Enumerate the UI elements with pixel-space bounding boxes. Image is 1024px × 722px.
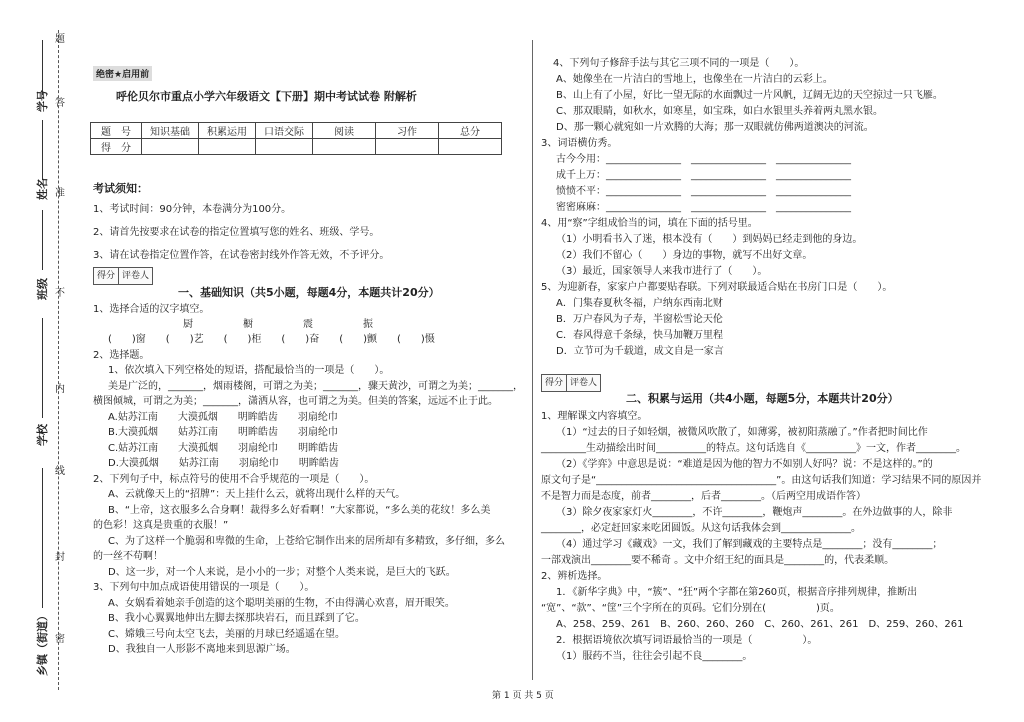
binding-dashed-line xyxy=(58,30,59,690)
option-line: B、我小心翼翼地伸出左脚去探那块岩石，而且踩到了它。 xyxy=(108,613,365,624)
question-line: 横图倾城，可谓之为美；_______，潇洒从容，也可谓之为美。但美的答案，远远不止于此。 xyxy=(93,396,498,407)
grader-box xyxy=(93,267,153,285)
score-header-cell: 习作 xyxy=(376,123,439,139)
question-line: 4、下列句子修辞手法与其它三项不同的一项是（ ）。 xyxy=(553,58,805,69)
score-header-cell: 积累运用 xyxy=(199,123,256,139)
fill-line: 密密麻麻：_______________ _______________ _______________ xyxy=(556,202,851,213)
secret-badge: 绝密★启用前 xyxy=(93,66,152,81)
question-line: 美是广泛的，_______，烟雨楼阁，可谓之为美；_______，骤天黄沙，可谓之为美；_______， xyxy=(108,381,523,392)
fill-line: 成千上万：_______________ _______________ _______________ xyxy=(556,170,851,181)
question-line: 2、下列句子中，标点符号的使用不合乎规范的一项是（ ）。 xyxy=(93,474,375,485)
margin-fold-char: 题 xyxy=(55,34,65,45)
question-line: ( )窗 ( )艺 ( )柜 ( )奋 ( )颤 ( )慑 xyxy=(108,334,435,345)
score-header-cell: 阅读 xyxy=(313,123,376,139)
score-header-cell: 总分 xyxy=(439,123,502,139)
question-line: 3、下列句中加点成语使用错误的一项是（ ）。 xyxy=(93,582,315,593)
option-line: A、云就像天上的“招牌”：天上挂什么云，就将出现什么样的天气。 xyxy=(108,489,406,500)
town-blank-line xyxy=(42,468,43,608)
margin-label-class: 班级 xyxy=(36,278,49,300)
option-line: A．门集春夏秋冬福，户纳东西南北财 xyxy=(556,298,723,309)
option-line: C．春风得意千条绿，快马加鞭万里程 xyxy=(556,330,723,341)
question-line: 一部戏演出________要不稀奇 。文中介绍王纪的面具是________的，代表柔顺。 xyxy=(541,555,895,566)
notice-item: 3、请在试卷指定位置作答，在试卷密封线外作答无效，不予评分。 xyxy=(93,250,390,261)
fill-line: 愤愤不平：_______________ _______________ _______________ xyxy=(556,186,851,197)
score-header-cell: 口语交际 xyxy=(256,123,313,139)
grader-box xyxy=(541,374,601,392)
question-line: 不是智力而是态度，前者________，后者________。（后两空用成语作答） xyxy=(541,491,866,502)
question-line: _________生动描绘出时间__________的特点。这句话选自《__________》一文，作者________。 xyxy=(541,443,966,454)
section2-title: 二、积累与运用（共4小题，每题5分，本题共计20分） xyxy=(626,392,899,405)
name-blank-line xyxy=(42,120,43,180)
option-line: D.大漠孤烟 姑苏江南 羽扇纶巾 明眸皓齿 xyxy=(108,458,339,469)
option-line: （3）最近，国家领导人来我市进行了（ ）。 xyxy=(556,266,768,277)
column-divider xyxy=(532,40,533,680)
option-line: D、我独自一人形影不离地来到思源广场。 xyxy=(108,644,296,655)
notice-item: 1、考试时间：90分钟，本卷满分为100分。 xyxy=(93,204,292,215)
option-line: 的色彩！这真是贵重的衣服！” xyxy=(93,520,229,531)
option-line: A、258、259、261 B、260、260、260 C、260、261、261 D、259、260、261 xyxy=(556,619,964,630)
score-input-cell[interactable] xyxy=(199,139,256,155)
question-line: 4、用“察”字组成恰当的词，填在下面的括号里。 xyxy=(541,218,758,229)
margin-fold-char: 不 xyxy=(55,288,65,299)
margin-fold-char: 线 xyxy=(55,466,65,477)
question-line: 2、选择题。 xyxy=(93,350,150,361)
question-line: （2）《学弈》中意思是说：“难道是因为他的智力不如别人好吗？说：不是这样的。”的 xyxy=(556,459,933,470)
question-line: 1．《新华字典》中，“簇”、“狂”两个字都在第260页，根据音序排列规律，推断出 xyxy=(556,587,918,598)
option-line: B.大漠孤烟 姑苏江南 明眸皓齿 羽扇纶巾 xyxy=(108,427,339,438)
question-line: 2、辨析选择。 xyxy=(541,571,608,582)
score-header-cell: 题 号 xyxy=(91,123,142,139)
question-line: （1）服药不当，往往会引起不良________。 xyxy=(556,651,753,662)
score-input-cell[interactable] xyxy=(256,139,313,155)
fill-line: 古今今用：_______________ _______________ _______________ xyxy=(556,154,851,165)
question-line: 原文句子是“____________________________________”。由这句话我们知道：学习结果不同的原因并 xyxy=(541,475,982,486)
question-line: （4）通过学习《藏戏》一文，我们了解到藏戏的主要特点是________；没有________； xyxy=(556,539,943,550)
question-line: 厨 橱 震 振 xyxy=(183,319,373,330)
margin-fold-char: 内 xyxy=(55,384,65,395)
question-line: 2．根据语境依次填写词语最恰当的一项是（ ）。 xyxy=(556,635,818,646)
option-line: C、嫦娥三号向太空飞去，美丽的月球已经遥遥在望。 xyxy=(108,629,345,640)
grader-name-label: 评卷人 xyxy=(566,375,600,391)
option-line: 的一丝不苟啊！ xyxy=(93,551,163,562)
question-line: 1、理解课文内容填空。 xyxy=(541,411,648,422)
option-line: C、为了这样一个脆弱和卑微的生命，上苍给它制作出来的居所却有多精致，多仔细，多么 xyxy=(108,536,505,547)
grader-name-label: 评卷人 xyxy=(118,268,152,284)
option-line: B、“上帝，这衣服多么合身啊！裁得多么好看啊！”大家都说，“多么美的花纹！多么美 xyxy=(108,505,491,516)
option-line: C、那双眼睛，如秋水，如寒星，如宝珠，如白水银里头养着两丸黑水银。 xyxy=(556,106,883,117)
question-line: 1、依次填入下列空格处的短语，搭配最恰当的一项是（ ）。 xyxy=(108,365,390,376)
score-table xyxy=(90,122,502,155)
id-blank-line xyxy=(42,40,43,95)
option-line: D、那一颗心就宛如一片欢腾的大海；那一双眼就仿佛两道澳决的河流。 xyxy=(556,122,874,133)
question-line: ________，必定赶回家来吃团圆饭。从这句话我体会到______________。 xyxy=(541,523,861,534)
score-input-cell[interactable] xyxy=(313,139,376,155)
margin-fold-char: 封 xyxy=(55,552,65,563)
question-line: 3、词语横仿秀。 xyxy=(541,138,618,149)
question-line: 5、为迎新春，家家户户都要贴春联。下列对联最适合贴在书房门口是（ ）。 xyxy=(541,282,893,293)
margin-fold-char: 密 xyxy=(55,634,65,645)
option-line: D．立节可为千载道，成文自是一家言 xyxy=(556,346,724,357)
grader-score-label: 得分 xyxy=(545,378,564,388)
margin-label-student-id: 学号 xyxy=(36,90,49,112)
notice-title: 考试须知： xyxy=(93,182,148,195)
score-input-cell[interactable] xyxy=(439,139,502,155)
notice-item: 2、请首先按要求在试卷的指定位置填写您的姓名、班级、学号。 xyxy=(93,227,380,238)
question-line: 1、选择合适的汉字填空。 xyxy=(93,304,210,315)
margin-label-town: 乡镇（街道） xyxy=(36,610,49,676)
score-input-cell[interactable] xyxy=(142,139,199,155)
score-header-cell: 知识基础 xyxy=(142,123,199,139)
section1-title: 一、基础知识（共5小题，每题4分，本题共计20分） xyxy=(178,286,440,299)
margin-fold-char: 准 xyxy=(55,188,65,199)
score-input-cell[interactable] xyxy=(376,139,439,155)
grader-score-label: 得分 xyxy=(97,271,116,281)
question-line: “宽”、“款”、“筐”三个字所在的页码。它们分别在( )页。 xyxy=(541,603,840,614)
option-line: （2）我们不留心（ ）身边的事物，就写不出好文章。 xyxy=(556,250,813,261)
school-blank-line xyxy=(42,318,43,418)
option-line: B．万户春风为子寿，半窗松雪论天伦 xyxy=(556,314,723,325)
margin-fold-char: 答 xyxy=(55,98,65,109)
option-line: A.姑苏江南 大漠孤烟 明眸皓齿 羽扇纶巾 xyxy=(108,412,338,423)
class-blank-line xyxy=(42,210,43,270)
option-line: B、山上有了小屋，好比一望无际的水面飘过一片风帆，辽阔无边的天空掠过一只飞雁。 xyxy=(556,90,943,101)
option-line: A、她像坐在一片洁白的雪地上，也像坐在一片洁白的云彩上。 xyxy=(556,74,833,85)
option-line: （1）小明看书入了迷，根本没有（ ）到妈妈已经走到他的身边。 xyxy=(556,234,863,245)
margin-label-name: 姓名 xyxy=(36,178,49,200)
question-line: （1）“过去的日子如轻烟，被微风吹散了，如薄雾，被初阳蒸融了。”作者把时间比作 xyxy=(556,427,928,438)
score-row-label: 得 分 xyxy=(91,139,142,155)
page-footer: 第 1 页 共 5 页 xyxy=(492,691,554,701)
exam-title: 呼伦贝尔市重点小学六年级语文【下册】期中考试试卷 附解析 xyxy=(116,90,417,103)
option-line: D、这一步，对一个人来说，是小小的一步；对整个人类来说，是巨大的飞跃。 xyxy=(108,567,456,578)
margin-label-school: 学校 xyxy=(36,424,49,446)
option-line: C.姑苏江南 大漠孤烟 羽扇纶巾 明眸皓齿 xyxy=(108,443,339,454)
question-line: （3）除夕夜家家灯火________，不许________，鞭炮声________。在外边做事的人，除非 xyxy=(556,507,953,518)
option-line: A、女娲看着她亲手创造的这个聪明美丽的生物，不由得满心欢喜，眉开眼笑。 xyxy=(108,598,455,609)
